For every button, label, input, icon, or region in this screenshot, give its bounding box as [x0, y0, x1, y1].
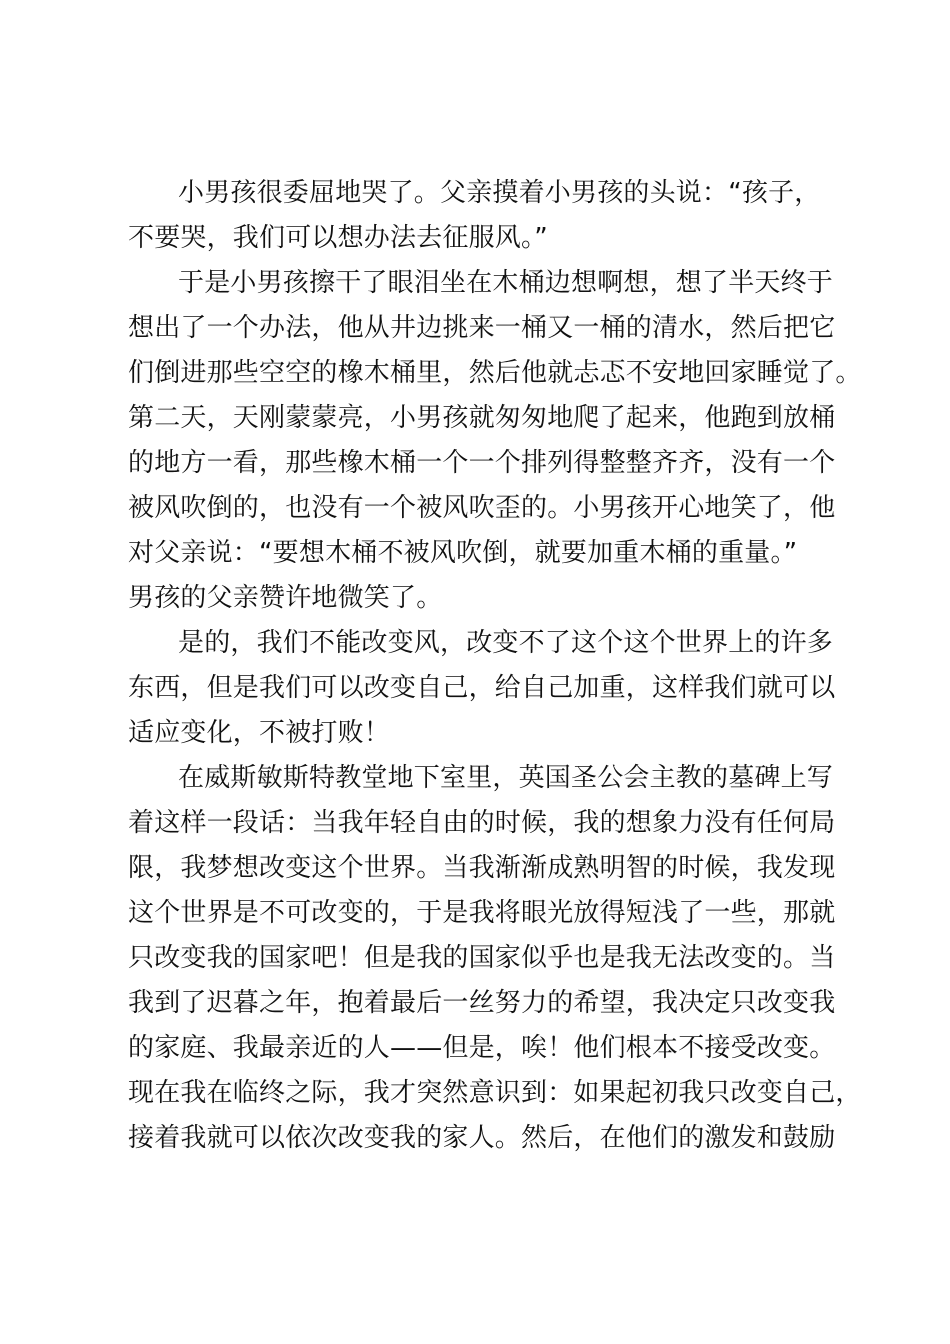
paragraph-line: 的家庭、我最亲近的人——但是，唉！他们根本不接受改变。	[128, 1033, 836, 1063]
paragraph-line: 男孩的父亲赞许地微笑了。	[128, 583, 443, 613]
paragraph-line: 被风吹倒的，也没有一个被风吹歪的。小男孩开心地笑了，他	[128, 493, 836, 523]
paragraph-line: 想出了一个办法，他从井边挑来一桶又一桶的清水，然后把它	[128, 313, 836, 343]
paragraph-line: 第二天，天刚蒙蒙亮，小男孩就匆匆地爬了起来，他跑到放桶	[128, 403, 836, 433]
paragraph-line: 于是小男孩擦干了眼泪坐在木桶边想啊想，想了半天终于	[178, 268, 834, 298]
paragraph-line: 接着我就可以依次改变我的家人。然后，在他们的激发和鼓励	[128, 1123, 836, 1153]
paragraph-line: 东西，但是我们可以改变自己，给自己加重，这样我们就可以	[128, 673, 836, 703]
paragraph-line: 们倒进那些空空的橡木桶里，然后他就忐忑不安地回家睡觉了。	[128, 358, 862, 388]
paragraph-line: 不要哭，我们可以想办法去征服风。”	[128, 223, 548, 253]
paragraph-line: 现在我在临终之际，我才突然意识到：如果起初我只改变自己，	[128, 1078, 862, 1108]
paragraph-line: 着这样一段话：当我年轻自由的时候，我的想象力没有任何局	[128, 808, 836, 838]
document-body	[128, 171, 868, 1161]
paragraph-line: 这个世界是不可改变的，于是我将眼光放得短浅了一些，那就	[128, 898, 836, 928]
paragraph-line: 在威斯敏斯特教堂地下室里，英国圣公会主教的墓碑上写	[178, 763, 834, 793]
paragraph-line: 是的，我们不能改变风，改变不了这个这个世界上的许多	[178, 628, 834, 658]
paragraph-line: 的地方一看，那些橡木桶一个一个排列得整整齐齐，没有一个	[128, 448, 836, 478]
paragraph-line: 限，我梦想改变这个世界。当我渐渐成熟明智的时候，我发现	[128, 853, 836, 883]
paragraph-line: 适应变化，不被打败！	[128, 718, 391, 748]
paragraph-line: 我到了迟暮之年，抱着最后一丝努力的希望，我决定只改变我	[128, 988, 836, 1018]
paragraph-line: 只改变我的国家吧！但是我的国家似乎也是我无法改变的。当	[128, 943, 836, 973]
paragraph-line: 小男孩很委屈地哭了。父亲摸着小男孩的头说：“孩子，	[178, 178, 821, 208]
paragraph-line: 对父亲说：“要想木桶不被风吹倒，就要加重木桶的重量。”	[128, 538, 798, 568]
